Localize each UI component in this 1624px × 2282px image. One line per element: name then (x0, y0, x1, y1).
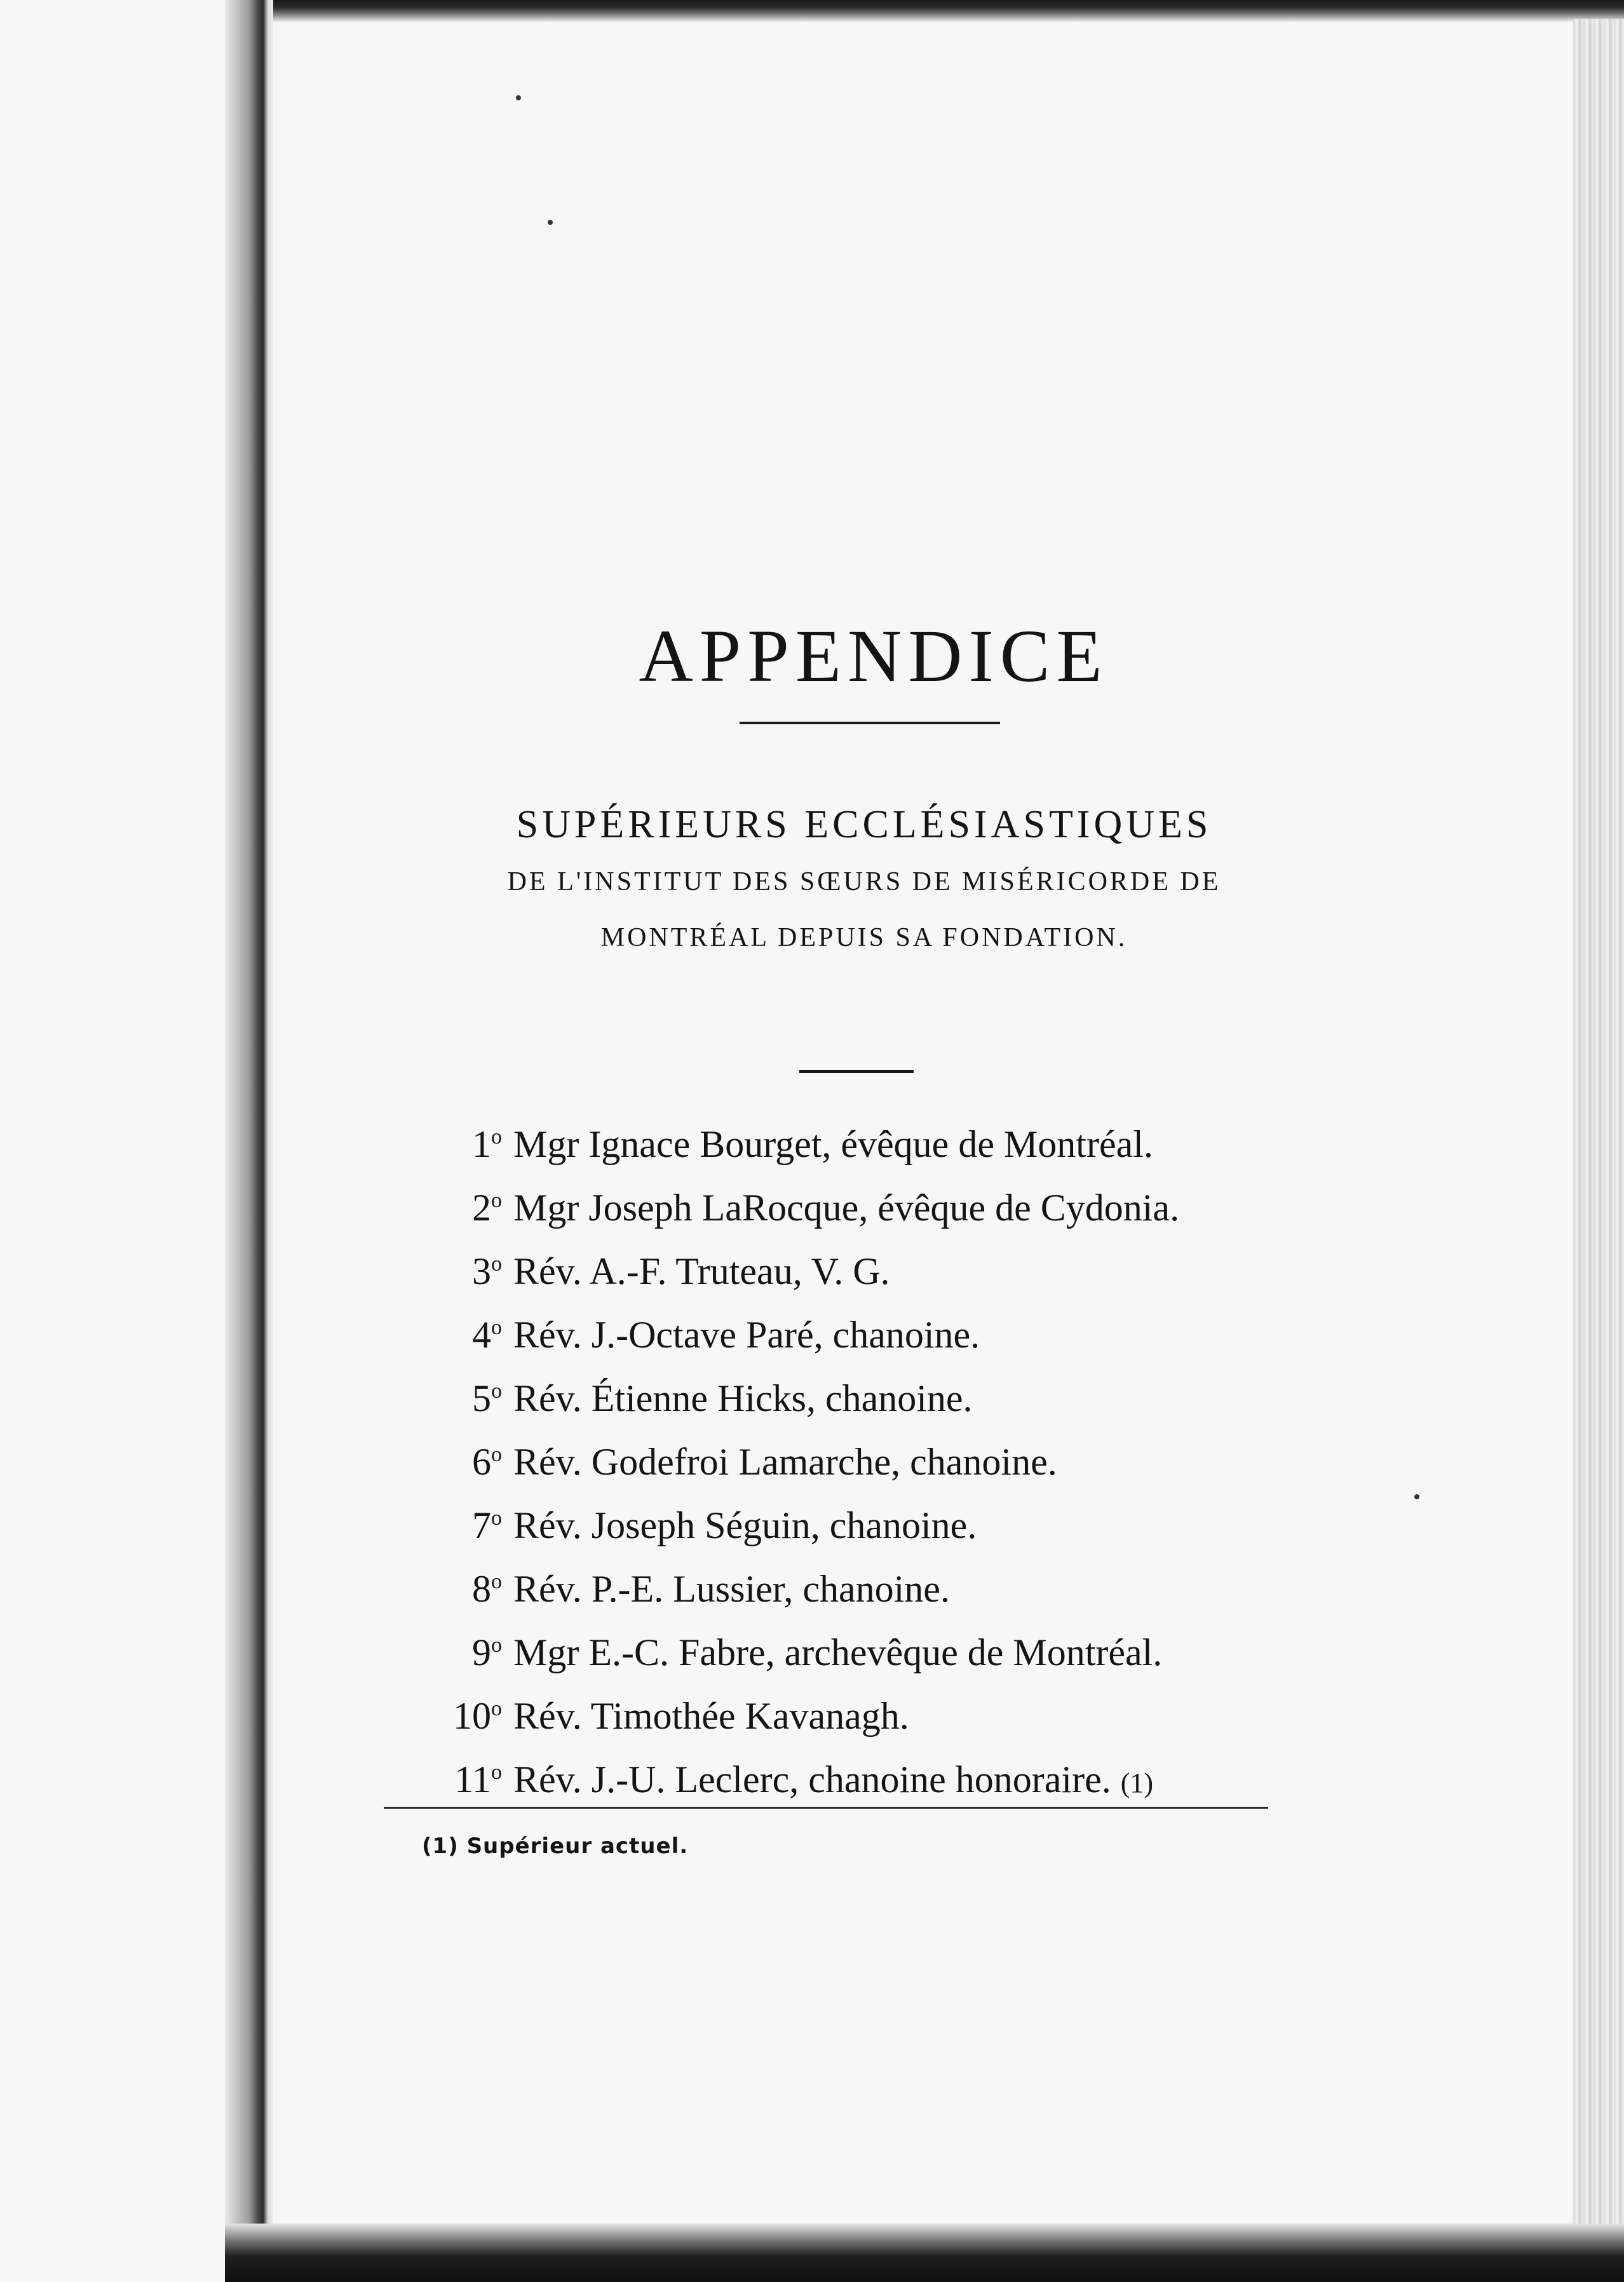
item-text: Mgr Ignace Bourget, évêque de Montréal. (513, 1123, 1153, 1165)
page-title: APPENDICE (639, 614, 1109, 698)
book-gutter (225, 0, 273, 2282)
heading-rule (799, 1070, 914, 1073)
footnote: (1) Supérieur actuel. (422, 1833, 689, 1859)
page-edges (1573, 19, 1624, 2282)
heading-line-3: MONTRÉAL DEPUIS SA FONDATION. (600, 922, 1128, 952)
item-number: 4$^o$ (472, 1314, 502, 1356)
list-item (419, 1614, 1322, 1677)
item-text: Rév. Joseph Séguin, chanoine. (513, 1504, 977, 1546)
item-number: 1$^o$ (472, 1123, 502, 1165)
list-item (419, 1232, 1322, 1296)
left-blank-page (0, 0, 225, 2282)
item-number: 5$^o$ (472, 1377, 502, 1419)
item-text: Rév. Godefroi Lamarche, chanoine. (513, 1441, 1057, 1483)
title-rule (740, 722, 1000, 724)
list-item (419, 1105, 1322, 1169)
list-item (419, 1169, 1322, 1232)
top-scan-border (273, 0, 1624, 22)
item-number: 9$^o$ (472, 1631, 502, 1673)
item-text: Rév. J.-Octave Paré, chanoine. (513, 1314, 980, 1356)
list-item (419, 1741, 1322, 1804)
item-text: Rév. P.-E. Lussier, chanoine. (513, 1568, 950, 1610)
item-text: Mgr Joseph LaRocque, évêque de Cydonia. (513, 1187, 1180, 1229)
scan-speck (1414, 1494, 1419, 1499)
list-item (419, 1360, 1322, 1423)
heading-line-2: DE L'INSTITUT DES SŒURS DE MISÉRICORDE DE (507, 867, 1221, 896)
list-item (419, 1296, 1322, 1360)
item-number: 3$^o$ (472, 1250, 502, 1292)
scan-speck (516, 95, 521, 100)
heading-main: SUPÉRIEURS ECCLÉSIASTIQUES (516, 803, 1212, 846)
footnote-rule (384, 1807, 1268, 1809)
superiors-list (419, 1105, 1322, 1804)
footnote-reference[interactable]: (1) (1120, 1767, 1154, 1799)
item-number: 11$^o$ (454, 1759, 502, 1800)
list-item (419, 1487, 1322, 1550)
item-number: 10$^o$ (453, 1695, 502, 1737)
item-text: Rév. Étienne Hicks, chanoine. (513, 1377, 973, 1419)
item-number: 2$^o$ (472, 1187, 502, 1229)
list-item (419, 1677, 1322, 1741)
scan-speck (548, 220, 553, 225)
bottom-scan-border (225, 2224, 1624, 2282)
section-heading (394, 797, 1334, 964)
item-number: 7$^o$ (472, 1504, 502, 1546)
item-text: Rév. A.-F. Truteau, V. G. (513, 1250, 890, 1292)
item-number: 8$^o$ (472, 1568, 502, 1610)
list-item (419, 1423, 1322, 1487)
item-text: Rév. Timothée Kavanagh. (513, 1695, 909, 1737)
item-text: Rév. J.-U. Leclerc, chanoine honoraire. (513, 1759, 1111, 1800)
item-text: Mgr E.-C. Fabre, archevêque de Montréal. (513, 1631, 1163, 1673)
item-number: 6$^o$ (472, 1441, 502, 1483)
list-item (419, 1550, 1322, 1614)
